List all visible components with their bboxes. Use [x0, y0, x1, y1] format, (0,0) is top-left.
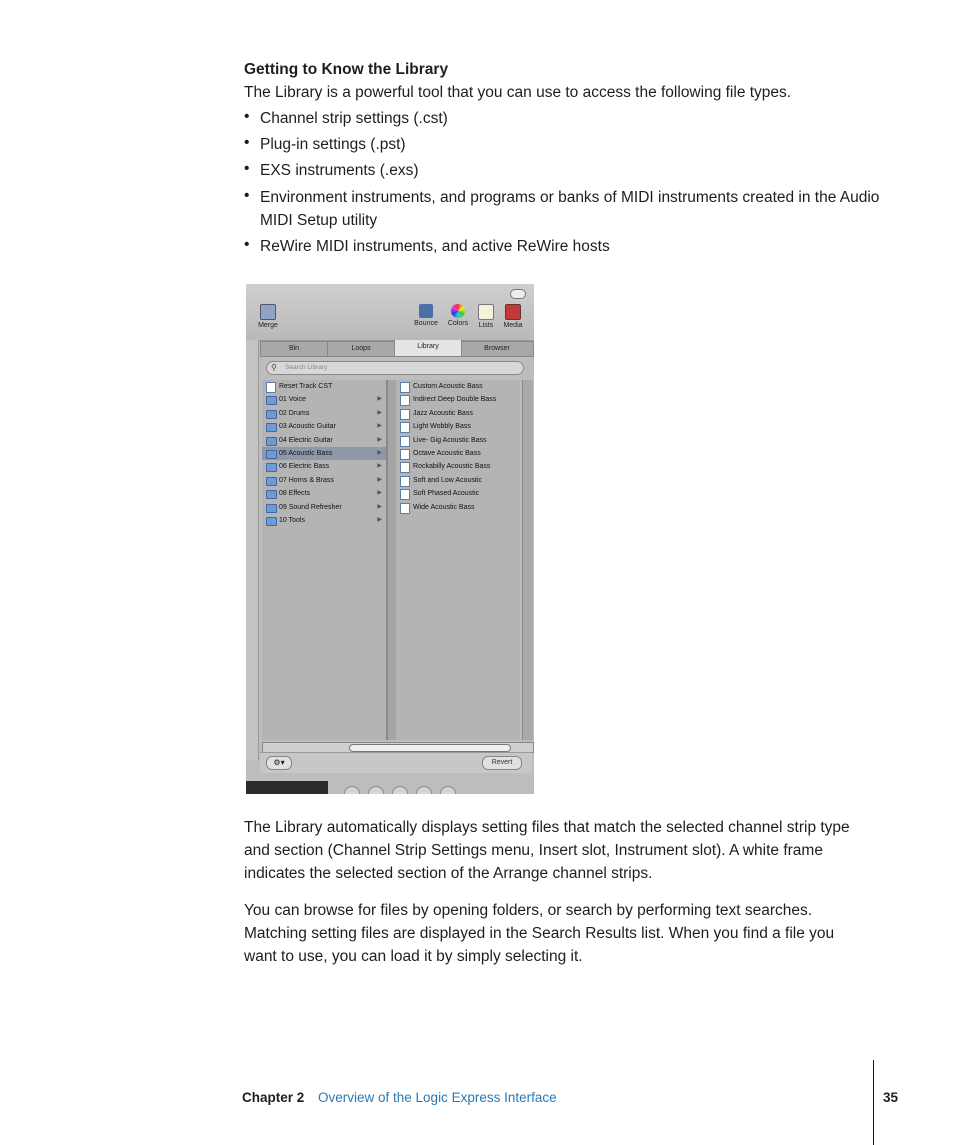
bullet-marker: •	[244, 187, 250, 204]
bullet-marker: •	[244, 160, 250, 177]
colors-label: Colors	[447, 320, 469, 327]
transport-button[interactable]	[416, 786, 432, 794]
settings-file-icon	[400, 449, 410, 460]
bullet-item: EXS instruments (.exs)	[260, 162, 419, 179]
settings-file-icon	[400, 476, 410, 487]
list-item-label: Rockabilly Acoustic Bass	[413, 463, 491, 471]
vertical-scrollbar[interactable]	[522, 380, 533, 740]
tab-bin[interactable]: Bin	[261, 342, 328, 356]
intro-paragraph: The Library is a powerful tool that you can use to access the following file types.	[244, 84, 792, 101]
tab-library[interactable]: Library	[395, 340, 462, 356]
footer-divider	[873, 1060, 874, 1145]
disclosure-arrow-icon: ▶	[377, 409, 382, 416]
list-item-label: Jazz Acoustic Bass	[413, 409, 473, 417]
list-item[interactable]	[396, 380, 520, 393]
transport-display	[246, 781, 328, 794]
list-item[interactable]	[396, 434, 520, 447]
lists-icon	[478, 304, 494, 320]
gear-icon: ⚙▾	[273, 758, 285, 767]
channel-strip-edge	[246, 340, 259, 760]
settings-file-icon	[400, 436, 410, 447]
disclosure-arrow-icon: ▶	[377, 517, 382, 523]
disclosure-arrow-icon: ▶	[377, 490, 382, 497]
list-item[interactable]	[262, 514, 386, 527]
screenshot-toolbar	[246, 284, 534, 341]
search-field[interactable]	[266, 361, 524, 375]
folder-list	[262, 380, 387, 740]
list-item-label: Soft Phased Acoustic	[413, 490, 480, 498]
list-item-label: Live- Gig Acoustic Bass	[413, 436, 487, 444]
list-item-label: 08 Effects	[279, 490, 311, 498]
disclosure-arrow-icon: ▶	[377, 463, 382, 470]
action-menu-button[interactable]	[266, 756, 292, 770]
folder-icon	[266, 437, 277, 446]
disclosure-arrow-icon: ▶	[377, 396, 382, 403]
transport-button[interactable]	[344, 786, 360, 794]
list-item[interactable]	[262, 407, 386, 420]
disclosure-arrow-icon: ▶	[377, 436, 382, 443]
merge-button[interactable]	[255, 304, 281, 329]
tab-browser[interactable]: Browser	[484, 345, 510, 352]
lists-button[interactable]	[473, 304, 499, 329]
media-button[interactable]	[500, 304, 526, 329]
list-item[interactable]	[396, 460, 520, 473]
merge-label: Merge	[258, 322, 278, 329]
folder-icon	[266, 490, 277, 499]
disclosure-arrow-icon: ▶	[377, 423, 382, 430]
disclosure-arrow-icon: ▶	[377, 503, 382, 510]
bullet-item: Channel strip settings (.cst)	[260, 110, 448, 127]
merge-icon	[260, 304, 276, 320]
settings-file-icon	[266, 382, 276, 393]
transport-button[interactable]	[392, 786, 408, 794]
media-icon	[505, 304, 521, 320]
list-item[interactable]	[262, 434, 386, 447]
bounce-label: Bounce	[414, 320, 438, 327]
list-item[interactable]	[262, 460, 386, 473]
settings-file-icon	[400, 395, 410, 406]
list-item-label: Custom Acoustic Bass	[413, 383, 483, 390]
library-tabs	[260, 341, 534, 357]
list-item-label: 03 Acoustic Guitar	[279, 423, 336, 431]
bounce-icon	[419, 304, 433, 318]
list-item[interactable]	[396, 501, 520, 514]
bullet-item: ReWire MIDI instruments, and active ReWire hosts	[260, 238, 610, 255]
list-item-label: 07 Horns & Brass	[279, 476, 334, 484]
list-item-label: Reset Track CST	[279, 383, 333, 390]
body-paragraph: You can browse for files by opening folders, or search by performing text searches. Matching setting files are displayed in the Search Results list. When you find a file you want to use, you can load it by simply selecting it.	[244, 902, 835, 965]
list-item[interactable]	[262, 487, 386, 500]
list-item[interactable]	[396, 393, 520, 406]
folder-icon	[266, 463, 277, 472]
colors-icon	[451, 304, 465, 318]
bullet-marker: •	[244, 108, 250, 125]
list-item-label: 05 Acoustic Bass	[279, 450, 333, 457]
folder-icon	[266, 504, 277, 513]
library-screenshot	[246, 284, 534, 794]
settings-file-icon	[400, 489, 410, 500]
bullet-marker: •	[244, 134, 250, 151]
library-bottom-bar	[260, 752, 532, 773]
transport-buttons	[344, 786, 464, 794]
body-paragraph: The Library automatically displays setting files that match the selected channel strip type and section (Channel Strip Settings menu, Insert slot, Instrument slot). A white frame indicates the selected section of the Arrange channel strips.	[244, 819, 850, 882]
search-placeholder: Search Library	[285, 364, 328, 371]
list-item-label: 09 Sound Refresher	[279, 503, 342, 511]
folder-icon	[266, 423, 277, 432]
revert-button[interactable]: Revert	[482, 756, 522, 770]
list-item[interactable]	[396, 487, 520, 500]
list-item-selected[interactable]	[262, 447, 386, 460]
transport-button[interactable]	[440, 786, 456, 794]
settings-file-icon	[400, 382, 410, 393]
scrollbar-thumb[interactable]	[349, 744, 511, 752]
list-item-label: 02 Drums	[279, 409, 310, 417]
list-item-label: 10 Tools	[279, 517, 305, 524]
media-label: Media	[503, 322, 523, 329]
settings-list	[396, 380, 520, 740]
bullet-marker: •	[244, 236, 250, 253]
list-item[interactable]	[396, 447, 520, 460]
folder-icon	[266, 450, 277, 459]
window-pill-button[interactable]	[510, 289, 526, 299]
list-item-label: Octave Acoustic Bass	[413, 450, 481, 457]
list-item-label: Indirect Deep Double Bass	[413, 396, 497, 404]
bullet-item: Environment instruments, and programs or banks of MIDI instruments created in the Audio MIDI Setup utility	[260, 189, 880, 229]
transport-button[interactable]	[368, 786, 384, 794]
folder-icon	[266, 410, 277, 419]
list-item[interactable]	[262, 393, 386, 406]
bullet-item: Plug-in settings (.pst)	[260, 136, 406, 153]
folder-icon	[266, 477, 277, 486]
settings-file-icon	[400, 503, 410, 514]
colors-button[interactable]	[445, 304, 471, 327]
list-item-label: 01 Voice	[279, 396, 306, 404]
footer-chapter: Chapter 2	[242, 1090, 305, 1105]
list-item-label: Soft and Low Acoustic	[413, 476, 482, 484]
footer-chapter-title-link[interactable]: Overview of the Logic Express Interface	[318, 1090, 557, 1105]
disclosure-arrow-icon: ▶	[377, 450, 382, 456]
list-item-label: Light Wobbly Bass	[413, 423, 471, 431]
list-item[interactable]	[262, 501, 386, 514]
settings-file-icon	[400, 462, 410, 473]
list-item[interactable]	[396, 474, 520, 487]
folder-icon	[266, 517, 277, 526]
bounce-button[interactable]	[413, 304, 439, 327]
page-number: 35	[883, 1090, 899, 1105]
settings-file-icon	[400, 409, 410, 420]
folder-icon	[266, 396, 277, 405]
list-item[interactable]	[396, 407, 520, 420]
list-item-label: Wide Acoustic Bass	[413, 503, 475, 511]
search-icon: ⚲	[271, 363, 277, 372]
tab-loops[interactable]: Loops	[328, 342, 395, 356]
disclosure-arrow-icon: ▶	[377, 476, 382, 483]
settings-file-icon	[400, 422, 410, 433]
list-item[interactable]	[262, 420, 386, 433]
list-item-label: 06 Electric Bass	[279, 463, 330, 471]
list-item[interactable]	[262, 474, 386, 487]
list-item-label: 04 Electric Guitar	[279, 436, 333, 444]
lists-label: Lists	[478, 322, 494, 329]
section-heading: Getting to Know the Library	[244, 61, 449, 78]
list-item[interactable]	[262, 380, 386, 393]
list-item[interactable]	[396, 420, 520, 433]
